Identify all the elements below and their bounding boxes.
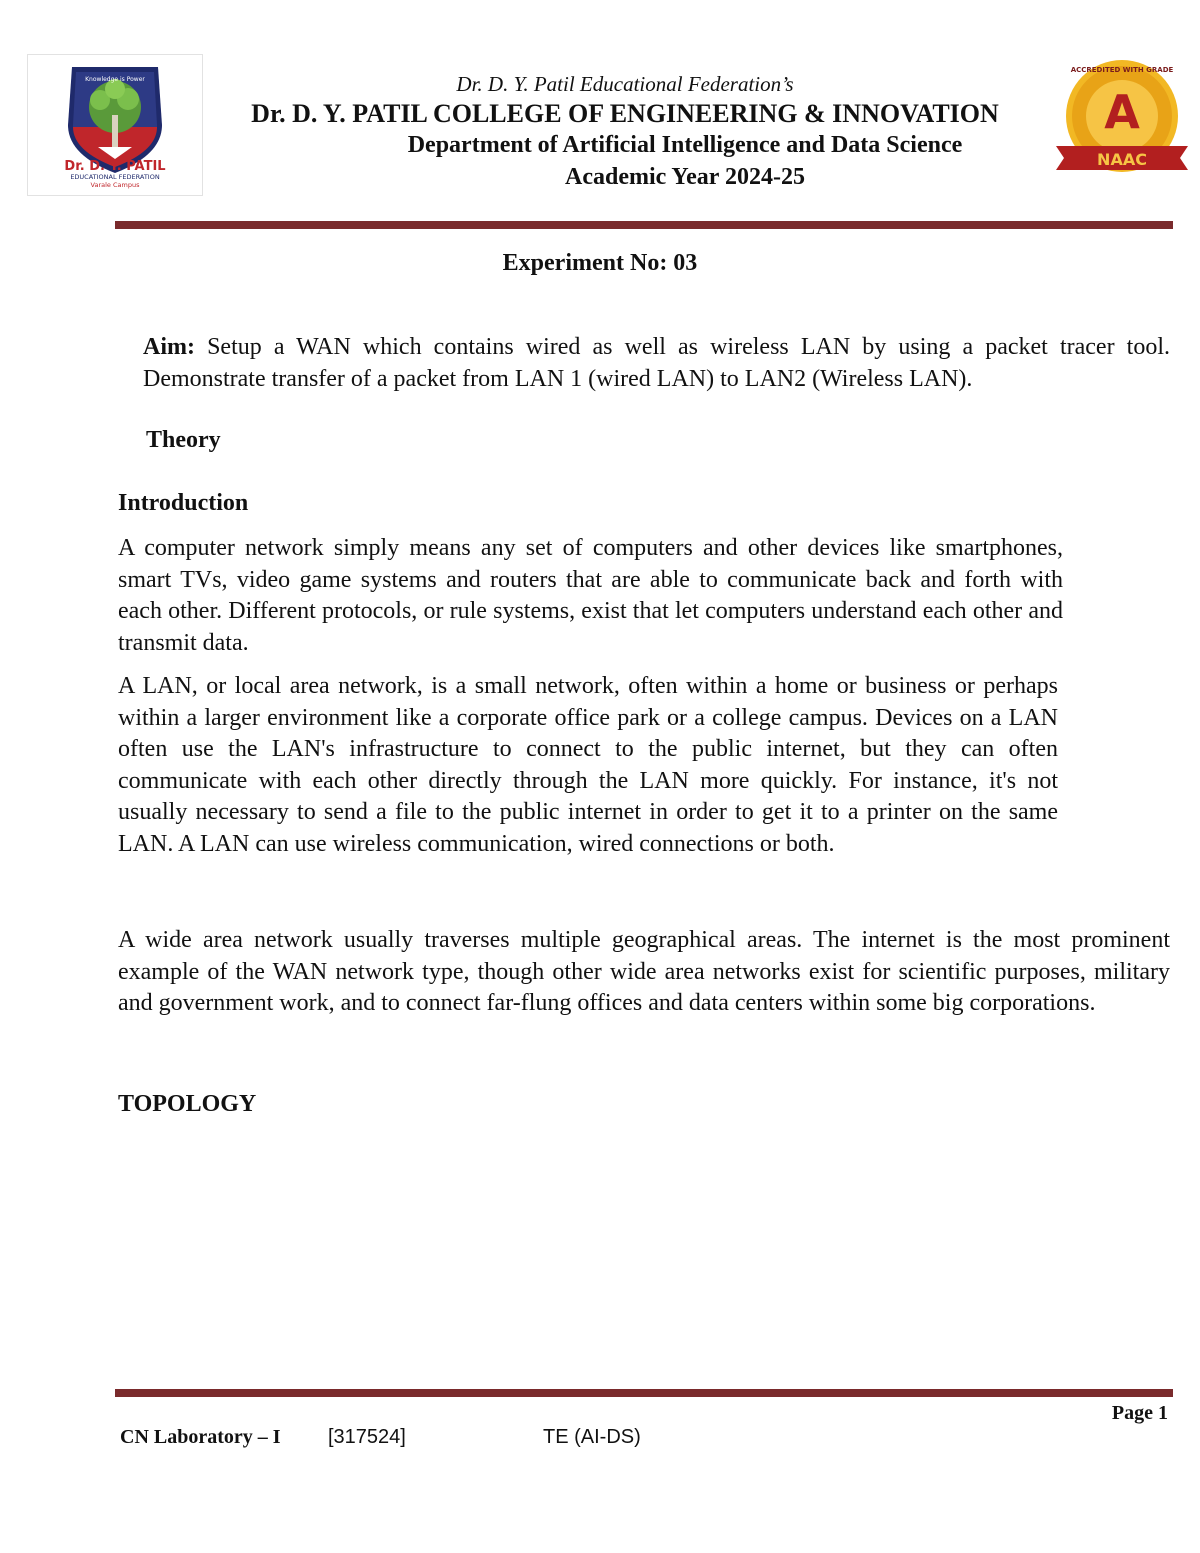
footer-divider — [115, 1389, 1173, 1397]
aim-paragraph — [143, 331, 1170, 395]
topology-heading: TOPOLOGY — [118, 1091, 257, 1117]
svg-text:Dr. D. Y. PATIL: Dr. D. Y. PATIL — [64, 159, 166, 174]
svg-text:EDUCATIONAL FEDERATION: EDUCATIONAL FEDERATION — [70, 173, 160, 181]
lab-name: CN Laboratory – I — [120, 1426, 281, 1448]
theory-heading: Theory — [146, 427, 221, 453]
college-logo — [27, 54, 203, 196]
course-code: [317524] — [328, 1426, 406, 1448]
svg-text:NAAC: NAAC — [1097, 150, 1147, 169]
paragraph-computer-network: A computer network simply means any set of computers and other devices like smartphones, smart TVs, video game systems and routers that are able to communicate back and forth with each other. Different protocols, or rule systems, exist that let computers understand each other and transmit data. — [118, 535, 1063, 656]
department-name: Department of Artificial Intelligence and Data Science — [407, 132, 963, 158]
college-name: Dr. D. Y. PATIL COLLEGE OF ENGINEERING & INNOVATION — [251, 99, 999, 128]
paragraph-wan: A wide area network usually traverses multiple geographical areas. The internet is the most prominent example of the WAN network type, though other wide area networks exist for scientific purposes, military and government work, and to connect far-flung offices and data centers within some big corporations. — [118, 927, 1170, 1016]
paragraph-lan: A LAN, or local area network, is a small network, often within a home or business or perhaps within a larger environment like a corporate office park or a college campus. Devices on a LAN often use the LAN's infrastructure to connect to the public internet, but they can often communicate with each other directly through the LAN more quickly. For instance, it's not usually necessary to send a file to the public internet in order to get it to a printer on the same LAN. A LAN can use wireless communication, wired connections or both. — [118, 673, 1058, 857]
svg-text:Varale Campus: Varale Campus — [90, 181, 140, 189]
class-name: TE (AI-DS) — [543, 1426, 641, 1448]
svg-text:A: A — [1104, 85, 1140, 139]
page-number: Page 1 — [1111, 1402, 1168, 1424]
header-divider — [115, 221, 1173, 229]
experiment-title: Experiment No: 03 — [502, 250, 698, 276]
svg-text:Knowledge is Power: Knowledge is Power — [85, 76, 145, 83]
college-emblem-icon — [28, 55, 202, 195]
aim-text: Setup a WAN which contains wired as well as wireless LAN by using a packet tracer tool. Demonstrate transfer of a packet from LAN 1 (wired LAN) to LAN2 (Wireless LAN). — [143, 334, 1170, 392]
svg-text:ACCREDITED WITH GRADE: ACCREDITED WITH GRADE — [1070, 66, 1174, 74]
academic-year: Academic Year 2024-25 — [565, 164, 805, 190]
federation-name: Dr. D. Y. Patil Educational Federation’s — [456, 72, 794, 96]
introduction-heading: Introduction — [118, 490, 249, 516]
aim-label: Aim: — [143, 334, 195, 360]
